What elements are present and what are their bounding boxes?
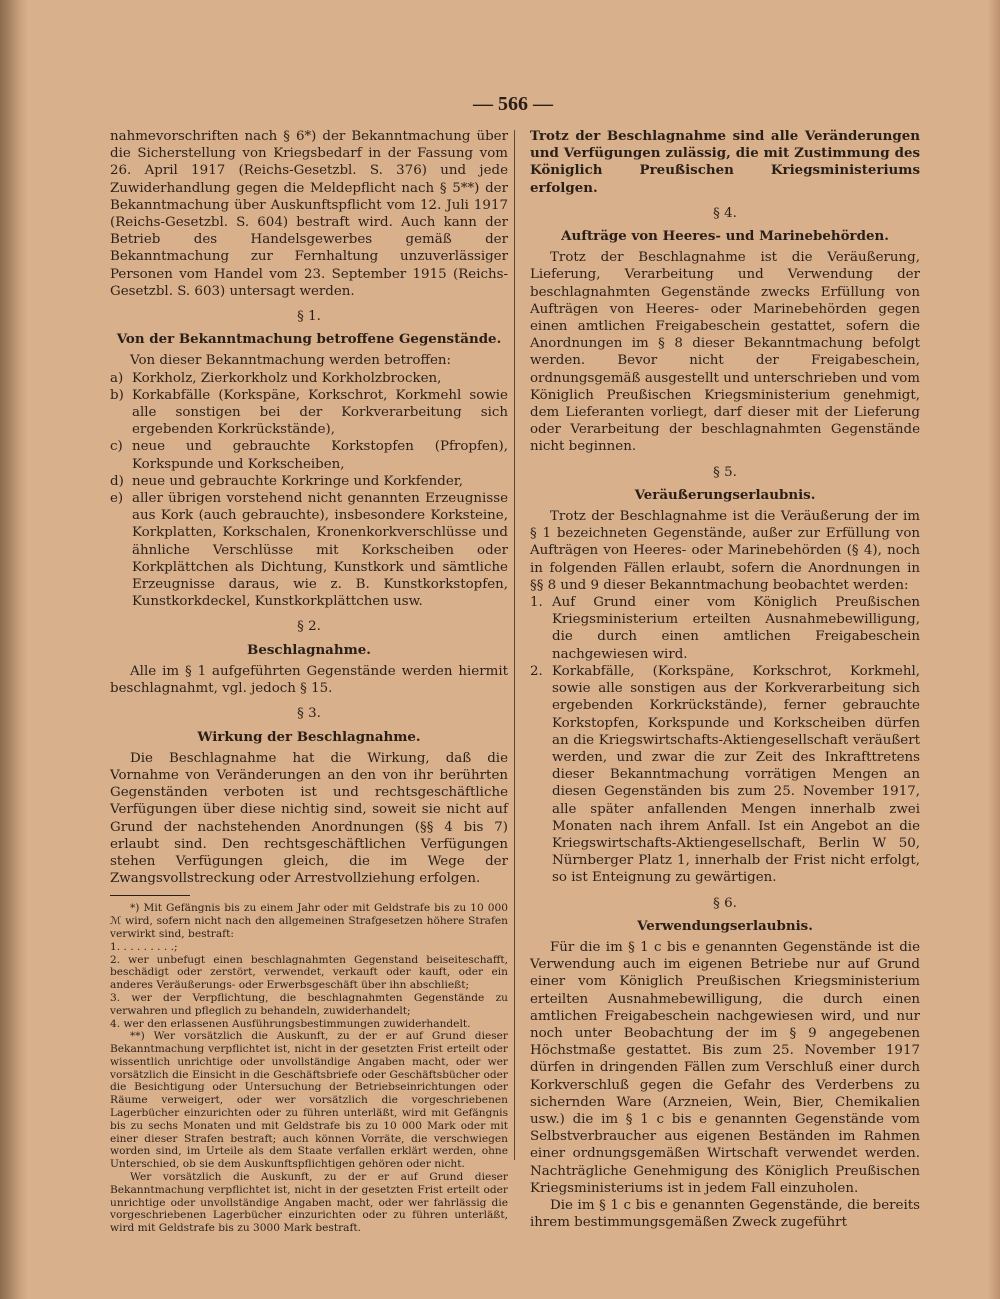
section-4-title: Aufträge von Heeres- und Marinebehörden.	[561, 228, 889, 245]
section-3-title: Wirkung der Beschlagnahme.	[197, 728, 421, 745]
section-4-number: § 4.	[713, 205, 737, 221]
section-3-text: Die Beschlagnahme hat die Wirkung, daß die Vornahme von Veränderungen an den von ihr berührten Gegenständen verboten ist und rechtsgeschäftliche Verfügungen über diese nichtig sind, soweit sie nicht auf Grund der nachstehenden Anordnungen (§§ 4 bis 7) erlaubt sind. Den rechtsgeschäftlichen Verfügungen stehen Verfügungen gleich, die im Wege der Zwangsvollstreckung oder Arrestvollziehung erfolgen.	[110, 750, 508, 887]
section-1-title: Von der Bekanntmachung betroffene Gegenstände.	[116, 331, 502, 348]
list-text: neue und gebrauchte Korkstopfen (Pfropfen), Korkspunde und Korkscheiben,	[132, 439, 508, 472]
list-item	[110, 370, 508, 387]
section-6-text: Für die im § 1 c bis e genannten Gegenstände ist die Verwendung auch im eigenen Betriebe nur auf Grund einer vom Königlich Preußischen Kriegsministerium erteilten Ausnahmebewilligung, die durch einen amtlichen Freigabeschein nachgewiesen wird, und nur noch unter Beobachtung der im § 9 angegebenen Höchstmaße gestattet. Bis zum 25. November 1917 dürfen in dringenden Fällen zum Verschluß einer durch Korkverschluß gegen die Gefahr des Verderbens zu sichernden Ware (Arzneien, Wein, Bier, Chemikalien usw.) die im § 1 c bis e genannten Gegenstände vom Selbstverbraucher aus eigenen Beständen im Rahmen einer ordnungsgemäßen Wirtschaft verwendet werden. Nachträgliche Genehmigung des Königlich Preußischen Kriegsministeriums ist in jedem Fall einzuholen.	[530, 939, 920, 1196]
footnote-2: **) Wer vorsätzlich die Auskunft, zu der er auf Grund dieser Bekanntmachung verpflichtet ist, nicht in der gesetzten Frist erteilt oder wissentlich unrichtige oder unvollständige Angaben macht, oder wer vorsätzlich die Einsicht in die Geschäftsbriefe oder Geschäftsbücher oder die Besichtigung oder Untersuchung der Betriebseinrichtungen oder Räume verweigert, oder wer vorsätzlich die vorgeschriebenen Lagerbücher einzurichten oder zu führen unterläßt, wird mit Gefängnis bis zu sechs Monaten und mit Geldstrafe bis zu 10 000 Mark oder mit einer dieser Strafen bestraft; auch können Vorräte, die verschwiegen worden sind, im Urteile als dem Staate verfallen erklärt werden, ohne Unterschied, ob sie dem Auskunftspflichtigen gehören oder nicht.	[110, 1030, 508, 1171]
footnote-1-item: 4. wer den erlassenen Ausführungsbestimmungen zuwiderhandelt.	[110, 1017, 471, 1030]
footnote-1-item: 1. . . . . . . . .;	[110, 940, 178, 953]
footnote-3: Wer vorsätzlich die Auskunft, zu der er auf Grund dieser Bekanntmachung verpflichtet ist, nicht in der gesetzten Frist erteilt oder unrichtige oder unvollständige Angaben macht, oder wer fahrlässig die vorgeschriebenen Lagerbücher einzurichten oder zu führen unterläßt, wird mit Geldstrafe bis zu 3000 Mark bestraft.	[110, 1171, 508, 1235]
list-marker: d)	[110, 473, 124, 489]
section-1-lead: Von dieser Bekanntmachung werden betroffen:	[130, 353, 452, 369]
column-divider	[514, 130, 515, 1160]
list-item	[530, 663, 920, 887]
list-item	[530, 594, 920, 663]
list-text: Auf Grund einer vom Königlich Preußischen Kriegsministerium erteilten Ausnahmebewilligung, die durch einen amtlichen Freigabeschein nachgewiesen wird.	[552, 595, 920, 662]
list-marker: c)	[110, 439, 123, 455]
list-text: Korkholz, Zierkorkholz und Korkholzbrocken,	[132, 370, 442, 386]
section-1-number: § 1.	[297, 309, 321, 325]
section-4-text: Trotz der Beschlagnahme ist die Veräußerung, Lieferung, Verarbeitung und Verwendung der beschlagnahmten Gegenstände zwecks Erfüllung von Aufträgen von Heeres- oder Marinebehörden gegen einen amtlichen Freigabeschein gestattet, sofern die Anordnungen im § 8 dieser Bekanntmachung befolgt werden. Bevor nicht der Freigabeschein, ordnungsgemäß ausgestellt und unterschrieben und vom Königlich Preußischen Kriegsministerium genehmigt, dem Lieferanten vorliegt, darf dieser mit der Lieferung oder Verarbeitung der beschlagnahmten Gegenstände nicht beginnen.	[530, 250, 920, 455]
list-item	[110, 438, 508, 472]
list-marker: 1.	[530, 595, 543, 611]
section-3-number: § 3.	[297, 706, 321, 722]
list-marker: 2.	[530, 663, 543, 679]
list-text: neue und gebrauchte Korkringe und Korkfender,	[132, 473, 463, 489]
list-item	[110, 490, 508, 610]
list-item	[110, 387, 508, 439]
right-column	[530, 128, 920, 1231]
section-5-title: Veräußerungserlaubnis.	[634, 486, 816, 503]
right-intro-paragraph: Trotz der Beschlagnahme sind alle Veränderungen und Verfügungen zulässig, die mit Zustimmung des Königlich Preußischen Kriegsministeriums erfolgen.	[530, 128, 920, 196]
page-number: — 566 —	[473, 93, 553, 115]
section-5-text: Trotz der Beschlagnahme ist die Veräußerung der im § 1 bezeichneten Gegenstände, außer zur Erfüllung von Aufträgen von Heeres- oder Marinebehörden (§ 4), noch in folgenden Fällen erlaubt, sofern die Anordnungen in §§ 8 und 9 dieser Bekanntmachung beobachtet werden:	[530, 509, 920, 593]
list-item	[110, 473, 508, 490]
section-6-title: Verwendungserlaubnis.	[637, 917, 813, 934]
section-1-list	[110, 370, 508, 611]
footnote-1-item: 2. wer unbefugt einen beschlagnahmten Gegenstand beiseiteschafft, beschädigt oder zerstört, verwendet, verkauft oder kauft, oder ein anderes Veräußerungs- oder Erwerbsgeschäft über ihn abschließt;	[110, 953, 508, 992]
page-edge-shadow	[988, 0, 1000, 1299]
footnote-1-item: 3. wer der Verpflichtung, die beschlagnahmten Gegenstände zu verwahren und pfleglich zu behandeln, zuwiderhandelt;	[110, 991, 508, 1017]
footnotes	[110, 902, 508, 1235]
section-6-number: § 6.	[713, 895, 737, 911]
left-intro-paragraph: nahmevorschriften nach § 6*) der Bekanntmachung über die Sicherstellung von Kriegsbedarf in der Fassung vom 26. April 1917 (Reichs-Gesetzbl. S. 376) und jede Zuwiderhandlung gegen die Meldepflicht nach § 5**) der Bekanntmachung über Auskunftspflicht vom 12. Juli 1917 (Reichs-Gesetzbl. S. 604) bestraft wird. Auch kann der Betrieb des Handelsgewerbes gemäß der Bekanntmachung zur Fernhaltung unzuverlässiger Personen vom Handel vom 23. September 1915 (Reichs-Gesetzbl. S. 603) untersagt werden.	[110, 129, 508, 299]
section-2-number: § 2.	[297, 619, 321, 635]
section-5-number: § 5.	[713, 464, 737, 480]
section-5-list	[530, 594, 920, 886]
footnote-1: *) Mit Gefängnis bis zu einem Jahr oder mit Geldstrafe bis zu 10 000 ℳ wird, sofern nicht nach den allgemeinen Strafgesetzen höhere Strafen verwirkt sind, bestraft:	[110, 902, 508, 940]
footnote-rule	[110, 895, 190, 896]
list-marker: e)	[110, 491, 124, 507]
section-6-text-continued: Die im § 1 c bis e genannten Gegenstände, die bereits ihrem bestimmungsgemäßen Zweck zugeführt	[530, 1197, 920, 1231]
section-2-title: Beschlagnahme.	[247, 641, 371, 658]
list-marker: a)	[110, 370, 124, 386]
section-2-text: Alle im § 1 aufgeführten Gegenstände werden hiermit beschlagnahmt, vgl. jedoch § 15.	[110, 663, 508, 697]
list-text: aller übrigen vorstehend nicht genannten Erzeugnisse aus Kork (auch gebrauchte), insbesondere Korksteine, Korkplatten, Korkschalen, Kronenkorkverschlüsse und ähnliche Verschlüsse mit Korkscheiben oder Korkplättchen als Dichtung, Kunstkork und sämtliche Erzeugnisse daraus, wie z. B. Kunstkorkstopfen, Kunstkorkdeckel, Kunstkorkplättchen usw.	[132, 491, 508, 610]
book-spine-shadow	[0, 0, 28, 1299]
list-text: Korkabfälle (Korkspäne, Korkschrot, Korkmehl sowie alle sonstigen bei der Korkverarbeitung sich ergebenden Korkrückstände),	[132, 387, 508, 438]
left-column	[110, 128, 508, 1235]
list-text: Korkabfälle, (Korkspäne, Korkschrot, Korkmehl, sowie alle sonstigen aus der Korkverarbeitung sich ergebenden Korkrückstände), ferner gebrauchte Korkstopfen, Korkspunde und Korkscheiben dürfen an die Kriegswirtschafts-Aktiengesellschaft veräußert werden, und zwar die zur Zeit des Inkrafttretens dieser Bekanntmachung vorrätigen Mengen an diesen Gegenständen bis zum 25. November 1917, alle später anfallenden Mengen innerhalb zwei Monaten nach ihrem Anfall. Ist ein Angebot an die Kriegswirtschafts-Aktiengesellschaft, Berlin W 50, Nürnberger Platz 1, innerhalb der Frist nicht erfolgt, so ist Enteignung zu gewärtigen.	[552, 663, 920, 886]
list-marker: b)	[110, 387, 124, 403]
